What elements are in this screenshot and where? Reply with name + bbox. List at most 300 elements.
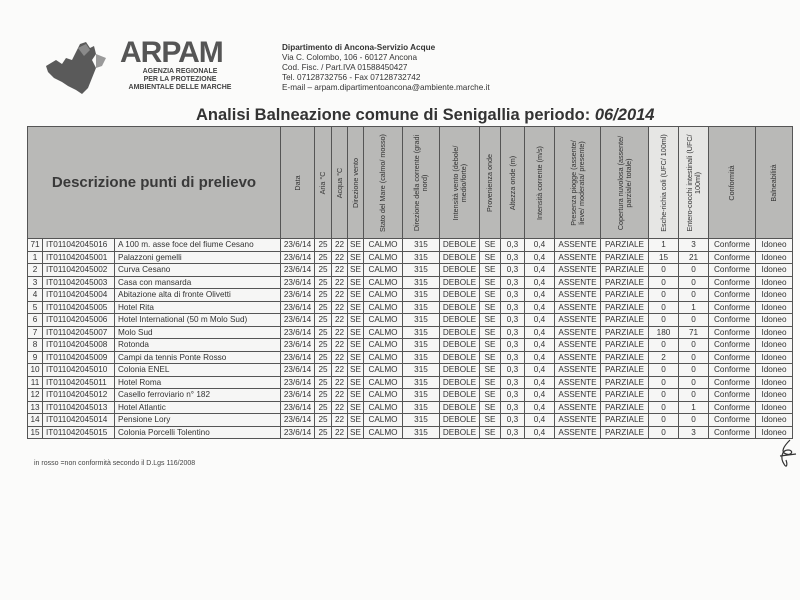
- cell-wave-origin: SE: [480, 401, 501, 414]
- cell-wind-direction: SE: [348, 339, 364, 352]
- cell-water-temp: 22: [332, 301, 348, 314]
- cell-conformity: Conforme: [709, 351, 756, 364]
- col-intensita-vento: Intensità vento (debole/ medio/forte): [440, 127, 480, 239]
- cell-water-temp: 22: [332, 264, 348, 277]
- cell-station-id: IT011042045010: [43, 364, 115, 377]
- cell-current-intensity: 0,4: [525, 326, 555, 339]
- cell-cloud-cover: PARZIALE: [601, 339, 649, 352]
- cell-cloud-cover: PARZIALE: [601, 314, 649, 327]
- cell-wave-height: 0,3: [501, 351, 525, 364]
- col-intensita-corrente: Intensità corrente (m/s): [525, 127, 555, 239]
- cell-sea-state: CALMO: [364, 289, 403, 302]
- cell-date: 23/6/14: [281, 364, 315, 377]
- cell-number: 1: [28, 251, 43, 264]
- cell-enterococci: 0: [679, 276, 709, 289]
- logo-subtitle-3: AMBIENTALE DELLE MARCHE: [128, 84, 232, 91]
- cell-wind-intensity: DEBOLE: [440, 251, 480, 264]
- col-descrizione: Descrizione punti di prelievo: [28, 127, 281, 239]
- cell-wind-intensity: DEBOLE: [440, 401, 480, 414]
- cell-conformity: Conforme: [709, 364, 756, 377]
- cell-current-intensity: 0,4: [525, 276, 555, 289]
- cell-wind-direction: SE: [348, 276, 364, 289]
- cell-rain: ASSENTE: [555, 351, 601, 364]
- cell-current-intensity: 0,4: [525, 426, 555, 439]
- cell-sea-state: CALMO: [364, 414, 403, 427]
- cell-escherichia: 0: [649, 389, 679, 402]
- cell-current-intensity: 0,4: [525, 339, 555, 352]
- department-info: [282, 43, 490, 93]
- col-aria: Aria °C: [315, 127, 332, 239]
- cell-station-id: IT011042045004: [43, 289, 115, 302]
- cell-air-temp: 25: [315, 264, 332, 277]
- cell-current-direction: 315: [403, 239, 440, 252]
- cell-current-direction: 315: [403, 276, 440, 289]
- cell-enterococci: 0: [679, 339, 709, 352]
- cell-rain: ASSENTE: [555, 289, 601, 302]
- cell-description: Rotonda: [115, 339, 281, 352]
- cell-current-intensity: 0,4: [525, 289, 555, 302]
- cell-description: A 100 m. asse foce del fiume Cesano: [115, 239, 281, 252]
- cell-escherichia: 2: [649, 351, 679, 364]
- cell-wave-height: 0,3: [501, 376, 525, 389]
- cell-date: 23/6/14: [281, 414, 315, 427]
- col-conformita: Conformità: [709, 127, 756, 239]
- cell-bathing-suitability: Idoneo: [756, 389, 793, 402]
- signature-mark: [776, 436, 798, 476]
- cell-current-direction: 315: [403, 389, 440, 402]
- department-address: Via C. Colombo, 106 - 60127 Ancona: [282, 53, 418, 62]
- cell-number: 3: [28, 276, 43, 289]
- cell-conformity: Conforme: [709, 289, 756, 302]
- cell-date: 23/6/14: [281, 239, 315, 252]
- cell-station-id: IT011042045011: [43, 376, 115, 389]
- cell-wind-intensity: DEBOLE: [440, 276, 480, 289]
- cell-water-temp: 22: [332, 351, 348, 364]
- marche-region-map-icon: [42, 38, 122, 98]
- table-row: [28, 289, 793, 302]
- department-email: E-mail – arpam.dipartimentoancona@ambiente.marche.it: [282, 83, 490, 92]
- cell-air-temp: 25: [315, 239, 332, 252]
- cell-wind-intensity: DEBOLE: [440, 389, 480, 402]
- cell-description: Curva Cesano: [115, 264, 281, 277]
- cell-water-temp: 22: [332, 401, 348, 414]
- department-name: Dipartimento di Ancona-Servizio Acque: [282, 43, 436, 52]
- col-copertura: Copertura nuvolosa (assente/ parziale/ totale): [601, 127, 649, 239]
- cell-bathing-suitability: Idoneo: [756, 376, 793, 389]
- cell-cloud-cover: PARZIALE: [601, 364, 649, 377]
- cell-enterococci: 0: [679, 264, 709, 277]
- cell-date: 23/6/14: [281, 251, 315, 264]
- cell-wind-direction: SE: [348, 351, 364, 364]
- table-row: [28, 339, 793, 352]
- cell-number: 7: [28, 326, 43, 339]
- table-row: [28, 314, 793, 327]
- cell-bathing-suitability: Idoneo: [756, 339, 793, 352]
- cell-conformity: Conforme: [709, 389, 756, 402]
- cell-rain: ASSENTE: [555, 239, 601, 252]
- cell-enterococci: 0: [679, 289, 709, 302]
- cell-cloud-cover: PARZIALE: [601, 426, 649, 439]
- cell-air-temp: 25: [315, 301, 332, 314]
- cell-water-temp: 22: [332, 426, 348, 439]
- cell-air-temp: 25: [315, 326, 332, 339]
- cell-conformity: Conforme: [709, 376, 756, 389]
- cell-enterococci: 1: [679, 401, 709, 414]
- cell-water-temp: 22: [332, 376, 348, 389]
- cell-sea-state: CALMO: [364, 314, 403, 327]
- cell-wind-intensity: DEBOLE: [440, 426, 480, 439]
- title-period: 06/2014: [594, 106, 655, 124]
- cell-sea-state: CALMO: [364, 401, 403, 414]
- cell-water-temp: 22: [332, 251, 348, 264]
- cell-date: 23/6/14: [281, 426, 315, 439]
- cell-water-temp: 22: [332, 364, 348, 377]
- cell-wave-height: 0,3: [501, 339, 525, 352]
- cell-enterococci: 0: [679, 364, 709, 377]
- cell-rain: ASSENTE: [555, 264, 601, 277]
- cell-wind-direction: SE: [348, 401, 364, 414]
- cell-air-temp: 25: [315, 401, 332, 414]
- cell-wind-direction: SE: [348, 364, 364, 377]
- cell-sea-state: CALMO: [364, 364, 403, 377]
- cell-wind-direction: SE: [348, 251, 364, 264]
- col-direzione-vento: Direzione vento: [348, 127, 364, 239]
- cell-escherichia: 0: [649, 264, 679, 277]
- cell-wave-origin: SE: [480, 301, 501, 314]
- cell-wave-origin: SE: [480, 414, 501, 427]
- cell-current-direction: 315: [403, 251, 440, 264]
- col-balneabilita: Balneabilità: [756, 127, 793, 239]
- cell-escherichia: 0: [649, 301, 679, 314]
- cell-station-id: IT011042045016: [43, 239, 115, 252]
- cell-bathing-suitability: Idoneo: [756, 326, 793, 339]
- table-row: [28, 301, 793, 314]
- cell-wind-intensity: DEBOLE: [440, 339, 480, 352]
- cell-escherichia: 0: [649, 276, 679, 289]
- table-header-row: [28, 127, 793, 239]
- cell-bathing-suitability: Idoneo: [756, 401, 793, 414]
- cell-date: 23/6/14: [281, 264, 315, 277]
- cell-water-temp: 22: [332, 239, 348, 252]
- cell-wave-height: 0,3: [501, 414, 525, 427]
- cell-date: 23/6/14: [281, 351, 315, 364]
- table-row: [28, 251, 793, 264]
- table-row: [28, 239, 793, 252]
- cell-wave-origin: SE: [480, 264, 501, 277]
- cell-wind-direction: SE: [348, 289, 364, 302]
- cell-water-temp: 22: [332, 389, 348, 402]
- cell-description: Casello ferroviario n° 182: [115, 389, 281, 402]
- cell-escherichia: 0: [649, 376, 679, 389]
- cell-current-intensity: 0,4: [525, 264, 555, 277]
- cell-conformity: Conforme: [709, 239, 756, 252]
- cell-wave-height: 0,3: [501, 301, 525, 314]
- cell-cloud-cover: PARZIALE: [601, 401, 649, 414]
- cell-conformity: Conforme: [709, 414, 756, 427]
- cell-current-direction: 315: [403, 301, 440, 314]
- cell-rain: ASSENTE: [555, 326, 601, 339]
- cell-date: 23/6/14: [281, 314, 315, 327]
- cell-wind-direction: SE: [348, 389, 364, 402]
- cell-sea-state: CALMO: [364, 351, 403, 364]
- col-provenienza-onde: Provenienza onde: [480, 127, 501, 239]
- cell-wave-origin: SE: [480, 276, 501, 289]
- cell-sea-state: CALMO: [364, 276, 403, 289]
- cell-number: 10: [28, 364, 43, 377]
- cell-date: 23/6/14: [281, 401, 315, 414]
- arpam-logo: [42, 38, 272, 100]
- cell-description: Campi da tennis Ponte Rosso: [115, 351, 281, 364]
- cell-wave-height: 0,3: [501, 289, 525, 302]
- cell-escherichia: 180: [649, 326, 679, 339]
- table-row: [28, 264, 793, 277]
- cell-number: 12: [28, 389, 43, 402]
- cell-description: Colonia ENEL: [115, 364, 281, 377]
- cell-wind-direction: SE: [348, 264, 364, 277]
- department-phone: Tel. 07128732756 - Fax 07128732742: [282, 73, 421, 82]
- cell-station-id: IT011042045006: [43, 314, 115, 327]
- cell-bathing-suitability: Idoneo: [756, 289, 793, 302]
- cell-sea-state: CALMO: [364, 426, 403, 439]
- cell-cloud-cover: PARZIALE: [601, 264, 649, 277]
- cell-description: Palazzoni gemelli: [115, 251, 281, 264]
- cell-wave-origin: SE: [480, 364, 501, 377]
- cell-wave-height: 0,3: [501, 389, 525, 402]
- cell-bathing-suitability: Idoneo: [756, 364, 793, 377]
- cell-station-id: IT011042045013: [43, 401, 115, 414]
- cell-cloud-cover: PARZIALE: [601, 239, 649, 252]
- page-title: [196, 106, 654, 125]
- cell-conformity: Conforme: [709, 276, 756, 289]
- cell-air-temp: 25: [315, 339, 332, 352]
- cell-bathing-suitability: Idoneo: [756, 264, 793, 277]
- cell-wave-height: 0,3: [501, 426, 525, 439]
- cell-bathing-suitability: Idoneo: [756, 351, 793, 364]
- cell-wind-direction: SE: [348, 301, 364, 314]
- cell-bathing-suitability: Idoneo: [756, 276, 793, 289]
- cell-wave-height: 0,3: [501, 239, 525, 252]
- cell-description: Hotel International (50 m Molo Sud): [115, 314, 281, 327]
- cell-air-temp: 25: [315, 276, 332, 289]
- cell-wind-intensity: DEBOLE: [440, 351, 480, 364]
- cell-wave-origin: SE: [480, 426, 501, 439]
- cell-date: 23/6/14: [281, 389, 315, 402]
- cell-station-id: IT011042045012: [43, 389, 115, 402]
- cell-wave-height: 0,3: [501, 326, 525, 339]
- cell-wind-intensity: DEBOLE: [440, 239, 480, 252]
- cell-current-intensity: 0,4: [525, 314, 555, 327]
- cell-description: Colonia Porcelli Tolentino: [115, 426, 281, 439]
- cell-air-temp: 25: [315, 426, 332, 439]
- cell-station-id: IT011042045002: [43, 264, 115, 277]
- cell-current-direction: 315: [403, 414, 440, 427]
- cell-wave-height: 0,3: [501, 251, 525, 264]
- cell-cloud-cover: PARZIALE: [601, 326, 649, 339]
- cell-enterococci: 3: [679, 426, 709, 439]
- cell-wind-intensity: DEBOLE: [440, 326, 480, 339]
- cell-wind-intensity: DEBOLE: [440, 364, 480, 377]
- cell-bathing-suitability: Idoneo: [756, 426, 793, 439]
- cell-bathing-suitability: Idoneo: [756, 301, 793, 314]
- cell-station-id: IT011042045008: [43, 339, 115, 352]
- cell-cloud-cover: PARZIALE: [601, 389, 649, 402]
- cell-rain: ASSENTE: [555, 364, 601, 377]
- cell-current-direction: 315: [403, 264, 440, 277]
- cell-number: 14: [28, 414, 43, 427]
- cell-conformity: Conforme: [709, 251, 756, 264]
- cell-cloud-cover: PARZIALE: [601, 276, 649, 289]
- cell-wind-direction: SE: [348, 239, 364, 252]
- col-acqua: Acqua °C: [332, 127, 348, 239]
- cell-escherichia: 1: [649, 239, 679, 252]
- cell-station-id: IT011042045001: [43, 251, 115, 264]
- table-row: [28, 276, 793, 289]
- cell-number: 15: [28, 426, 43, 439]
- logo-subtitle-1: AGENZIA REGIONALE: [142, 68, 218, 75]
- cell-date: 23/6/14: [281, 339, 315, 352]
- cell-station-id: IT011042045007: [43, 326, 115, 339]
- cell-sea-state: CALMO: [364, 251, 403, 264]
- cell-date: 23/6/14: [281, 289, 315, 302]
- cell-wind-intensity: DEBOLE: [440, 376, 480, 389]
- cell-conformity: Conforme: [709, 401, 756, 414]
- cell-number: 13: [28, 401, 43, 414]
- cell-description: Abitazione alta di fronte Olivetti: [115, 289, 281, 302]
- cell-water-temp: 22: [332, 289, 348, 302]
- logo-subtitle-2: PER LA PROTEZIONE: [143, 76, 217, 83]
- cell-air-temp: 25: [315, 314, 332, 327]
- bathing-analysis-table: [27, 126, 793, 439]
- cell-air-temp: 25: [315, 364, 332, 377]
- cell-wind-direction: SE: [348, 326, 364, 339]
- cell-number: 4: [28, 289, 43, 302]
- col-data: Data: [281, 127, 315, 239]
- cell-wind-direction: SE: [348, 414, 364, 427]
- cell-number: 6: [28, 314, 43, 327]
- cell-cloud-cover: PARZIALE: [601, 289, 649, 302]
- cell-current-intensity: 0,4: [525, 239, 555, 252]
- cell-station-id: IT011042045014: [43, 414, 115, 427]
- cell-number: 9: [28, 351, 43, 364]
- cell-rain: ASSENTE: [555, 401, 601, 414]
- cell-description: Hotel Rita: [115, 301, 281, 314]
- cell-rain: ASSENTE: [555, 426, 601, 439]
- cell-conformity: Conforme: [709, 264, 756, 277]
- cell-sea-state: CALMO: [364, 264, 403, 277]
- cell-number: 2: [28, 264, 43, 277]
- cell-current-direction: 315: [403, 376, 440, 389]
- cell-conformity: Conforme: [709, 326, 756, 339]
- cell-wind-intensity: DEBOLE: [440, 301, 480, 314]
- cell-current-intensity: 0,4: [525, 389, 555, 402]
- cell-water-temp: 22: [332, 314, 348, 327]
- cell-current-direction: 315: [403, 314, 440, 327]
- cell-cloud-cover: PARZIALE: [601, 251, 649, 264]
- cell-cloud-cover: PARZIALE: [601, 301, 649, 314]
- cell-conformity: Conforme: [709, 301, 756, 314]
- cell-wind-direction: SE: [348, 376, 364, 389]
- cell-wave-origin: SE: [480, 376, 501, 389]
- cell-air-temp: 25: [315, 351, 332, 364]
- cell-description: Pensione Lory: [115, 414, 281, 427]
- logo-brand: ARPAM: [120, 36, 223, 69]
- col-altezza-onde: Altezza onde (m): [501, 127, 525, 239]
- cell-air-temp: 25: [315, 251, 332, 264]
- cell-enterococci: 0: [679, 314, 709, 327]
- cell-enterococci: 0: [679, 376, 709, 389]
- cell-wind-intensity: DEBOLE: [440, 314, 480, 327]
- cell-escherichia: 0: [649, 401, 679, 414]
- cell-enterococci: 0: [679, 351, 709, 364]
- cell-current-direction: 315: [403, 289, 440, 302]
- cell-description: Hotel Roma: [115, 376, 281, 389]
- cell-cloud-cover: PARZIALE: [601, 376, 649, 389]
- cell-current-direction: 315: [403, 351, 440, 364]
- cell-bathing-suitability: Idoneo: [756, 314, 793, 327]
- cell-water-temp: 22: [332, 326, 348, 339]
- table-row: [28, 364, 793, 377]
- cell-cloud-cover: PARZIALE: [601, 414, 649, 427]
- cell-date: 23/6/14: [281, 376, 315, 389]
- cell-escherichia: 0: [649, 289, 679, 302]
- cell-enterococci: 0: [679, 389, 709, 402]
- note-prefix: in rosso: [34, 460, 61, 467]
- department-tax-id: Cod. Fisc. / Part.IVA 01588450427: [282, 63, 408, 72]
- cell-number: 8: [28, 339, 43, 352]
- cell-current-intensity: 0,4: [525, 364, 555, 377]
- cell-rain: ASSENTE: [555, 376, 601, 389]
- cell-sea-state: CALMO: [364, 301, 403, 314]
- cell-rain: ASSENTE: [555, 251, 601, 264]
- cell-number: 5: [28, 301, 43, 314]
- cell-current-direction: 315: [403, 401, 440, 414]
- cell-sea-state: CALMO: [364, 339, 403, 352]
- cell-wind-intensity: DEBOLE: [440, 264, 480, 277]
- cell-wave-origin: SE: [480, 289, 501, 302]
- cell-current-intensity: 0,4: [525, 376, 555, 389]
- cell-description: Casa con mansarda: [115, 276, 281, 289]
- table-row: [28, 351, 793, 364]
- cell-air-temp: 25: [315, 376, 332, 389]
- cell-air-temp: 25: [315, 289, 332, 302]
- table-row: [28, 414, 793, 427]
- cell-wave-origin: SE: [480, 339, 501, 352]
- title-text: Analisi Balneazione comune di Senigallia periodo:: [196, 106, 595, 124]
- table-row: [28, 389, 793, 402]
- cell-station-id: IT011042045005: [43, 301, 115, 314]
- table-row: [28, 326, 793, 339]
- cell-escherichia: 15: [649, 251, 679, 264]
- cell-enterococci: 0: [679, 414, 709, 427]
- cell-escherichia: 0: [649, 314, 679, 327]
- col-stato-mare: Stato del Mare (calmo/ mosso): [364, 127, 403, 239]
- cell-escherichia: 0: [649, 339, 679, 352]
- cell-air-temp: 25: [315, 414, 332, 427]
- cell-conformity: Conforme: [709, 339, 756, 352]
- cell-water-temp: 22: [332, 276, 348, 289]
- cell-current-direction: 315: [403, 339, 440, 352]
- cell-sea-state: CALMO: [364, 389, 403, 402]
- cell-water-temp: 22: [332, 414, 348, 427]
- col-enterococchi: Entero-cocchi intestinali (UFC/ 100ml): [679, 127, 709, 239]
- cell-station-id: IT011042045015: [43, 426, 115, 439]
- cell-conformity: Conforme: [709, 314, 756, 327]
- cell-current-intensity: 0,4: [525, 351, 555, 364]
- cell-bathing-suitability: Idoneo: [756, 251, 793, 264]
- cell-current-direction: 315: [403, 426, 440, 439]
- cell-station-id: IT011042045003: [43, 276, 115, 289]
- cell-wave-origin: SE: [480, 314, 501, 327]
